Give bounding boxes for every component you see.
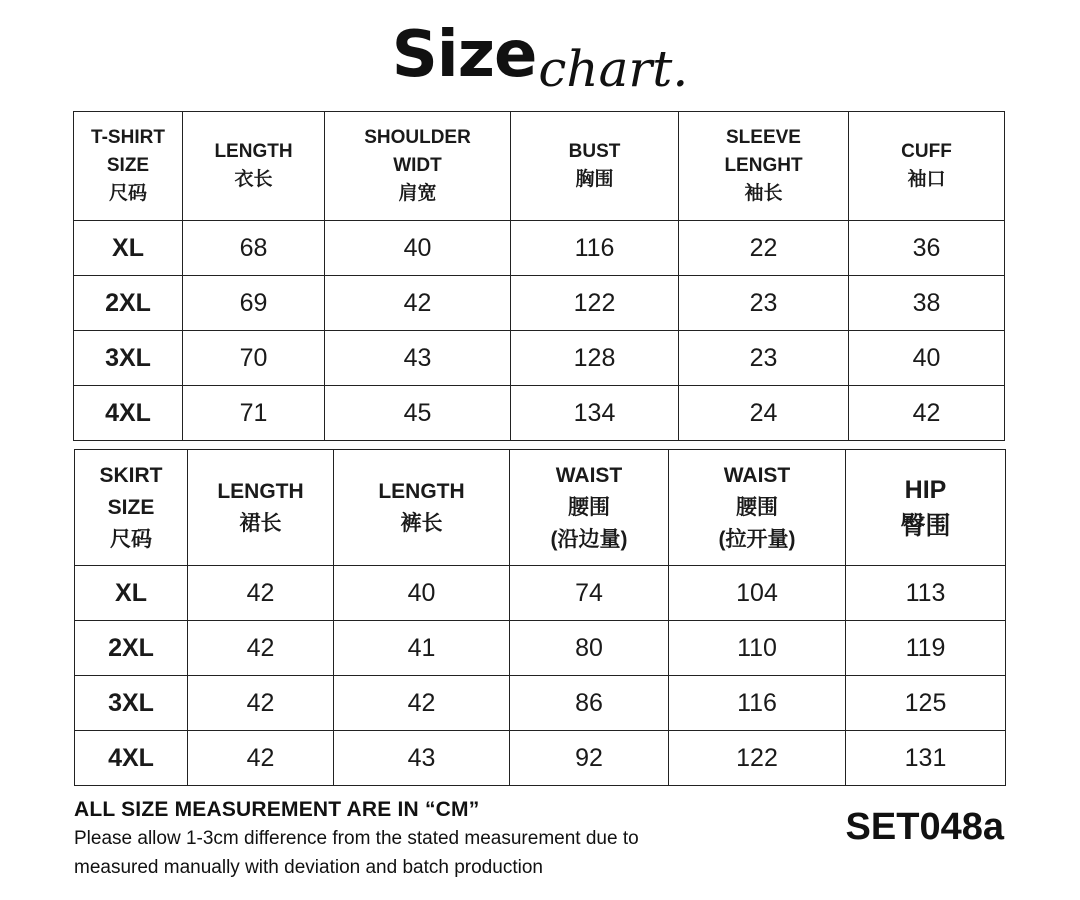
skirt-table-row	[75, 731, 1006, 786]
measurement-cell: 41	[334, 621, 510, 676]
header-label-line: 臀围	[900, 511, 951, 540]
header-label-line: 袖长	[744, 183, 783, 204]
tshirt-header-cell	[183, 112, 325, 221]
header-label-line: BUST	[568, 141, 621, 162]
measurement-cell: 68	[183, 221, 325, 276]
measurement-cell: 42	[188, 676, 334, 731]
skirt-header-cell	[846, 450, 1006, 566]
measurement-cell: 23	[679, 331, 849, 386]
header-label-line: 裤长	[400, 511, 443, 535]
tshirt-table-row	[74, 331, 1005, 386]
measurement-cell: 119	[846, 621, 1006, 676]
measurement-cell: 86	[510, 676, 669, 731]
page-title	[0, 18, 1080, 98]
header-label-line: LENGHT	[724, 155, 803, 176]
measurement-cell: 42	[188, 621, 334, 676]
measurement-cell: 128	[511, 331, 679, 386]
skirt-size-table	[74, 449, 1006, 786]
header-label-line: 肩宽	[398, 183, 437, 204]
measurement-cell: 42	[325, 276, 511, 331]
skirt-header-cell	[334, 450, 510, 566]
skirt-table-row	[75, 566, 1006, 621]
measurement-cell: 74	[510, 566, 669, 621]
note-line-2: measured manually with deviation and batch production	[74, 857, 543, 878]
header-label-line: SLEEVE	[726, 127, 801, 148]
measurement-cell: 104	[669, 566, 846, 621]
size-cell: 2XL	[75, 621, 188, 676]
tshirt-header-cell	[679, 112, 849, 221]
measurement-cell: 113	[846, 566, 1006, 621]
skirt-header-row	[75, 450, 1006, 566]
measurement-cell: 43	[325, 331, 511, 386]
tshirt-table-row	[74, 221, 1005, 276]
measurement-cell: 40	[325, 221, 511, 276]
tshirt-header-cell	[511, 112, 679, 221]
header-label-line: (拉开量)	[718, 527, 796, 551]
header-label-line: 胸围	[575, 169, 614, 190]
measurement-cell: 36	[849, 221, 1005, 276]
skirt-table-row	[75, 676, 1006, 731]
tshirt-header-cell	[325, 112, 511, 221]
header-label-line: LENGTH	[378, 479, 465, 503]
header-label-line: 衣长	[234, 169, 273, 190]
measurement-cell: 92	[510, 731, 669, 786]
header-label-line: (沿边量)	[550, 527, 628, 551]
header-label-line: 裙长	[239, 511, 282, 535]
header-label-line: SKIRT	[99, 463, 163, 487]
skirt-header-cell	[669, 450, 846, 566]
header-label-line: 腰围	[736, 495, 778, 519]
header-label-line: SIZE	[107, 495, 155, 519]
measurement-cell: 22	[679, 221, 849, 276]
header-label-line: SHOULDER	[364, 127, 471, 148]
product-code: SET048a	[845, 806, 1004, 848]
size-cell: 3XL	[74, 331, 183, 386]
measurement-note	[74, 798, 794, 882]
header-label-line: SIZE	[106, 155, 150, 176]
header-label-line: WAIST	[723, 463, 791, 487]
header-label-line: CUFF	[901, 141, 952, 162]
tshirt-table-row	[74, 386, 1005, 441]
size-cell: 4XL	[74, 386, 183, 441]
skirt-header-cell	[75, 450, 188, 566]
header-label-line: LENGTH	[214, 141, 293, 162]
measurement-cell: 110	[669, 621, 846, 676]
measurement-cell: 40	[849, 331, 1005, 386]
measurement-cell: 42	[849, 386, 1005, 441]
measurement-cell: 71	[183, 386, 325, 441]
measurement-cell: 23	[679, 276, 849, 331]
measurement-cell: 45	[325, 386, 511, 441]
measurement-cell: 24	[679, 386, 849, 441]
tshirt-header-cell	[849, 112, 1005, 221]
title-script: chart.	[538, 40, 689, 98]
measurement-cell: 122	[669, 731, 846, 786]
header-label-line: 尺码	[110, 527, 152, 551]
measurement-cell: 69	[183, 276, 325, 331]
tshirt-header-row	[74, 112, 1005, 221]
tshirt-header-cell	[74, 112, 183, 221]
measurement-cell: 80	[510, 621, 669, 676]
size-cell: XL	[75, 566, 188, 621]
skirt-header-cell	[188, 450, 334, 566]
skirt-header-cell	[510, 450, 669, 566]
note-line-1: Please allow 1-3cm difference from the stated measurement due to	[74, 828, 639, 849]
note-body	[74, 824, 794, 882]
header-label-line: 腰围	[568, 495, 610, 519]
header-label-line: T-SHIRT	[91, 127, 165, 148]
tshirt-table-row	[74, 276, 1005, 331]
measurement-cell: 38	[849, 276, 1005, 331]
header-label-line: 袖口	[907, 169, 946, 190]
measurement-cell: 116	[511, 221, 679, 276]
header-label-line: WIDT	[393, 155, 442, 176]
size-cell: 2XL	[74, 276, 183, 331]
size-cell: XL	[74, 221, 183, 276]
measurement-cell: 42	[334, 676, 510, 731]
size-cell: 4XL	[75, 731, 188, 786]
measurement-cell: 40	[334, 566, 510, 621]
measurement-cell: 122	[511, 276, 679, 331]
measurement-cell: 125	[846, 676, 1006, 731]
measurement-cell: 70	[183, 331, 325, 386]
measurement-cell: 134	[511, 386, 679, 441]
measurement-cell: 43	[334, 731, 510, 786]
header-label-line: LENGTH	[217, 479, 304, 503]
measurement-cell: 131	[846, 731, 1006, 786]
measurement-cell: 42	[188, 731, 334, 786]
skirt-table-row	[75, 621, 1006, 676]
header-label-line: HIP	[904, 475, 947, 504]
note-title: ALL SIZE MEASUREMENT ARE IN “CM”	[74, 798, 480, 821]
measurement-cell: 116	[669, 676, 846, 731]
header-label-line: WAIST	[555, 463, 623, 487]
title-main: Size	[391, 18, 537, 92]
tshirt-size-table	[73, 111, 1005, 441]
size-cell: 3XL	[75, 676, 188, 731]
measurement-cell: 42	[188, 566, 334, 621]
header-label-line: 尺码	[108, 183, 147, 204]
